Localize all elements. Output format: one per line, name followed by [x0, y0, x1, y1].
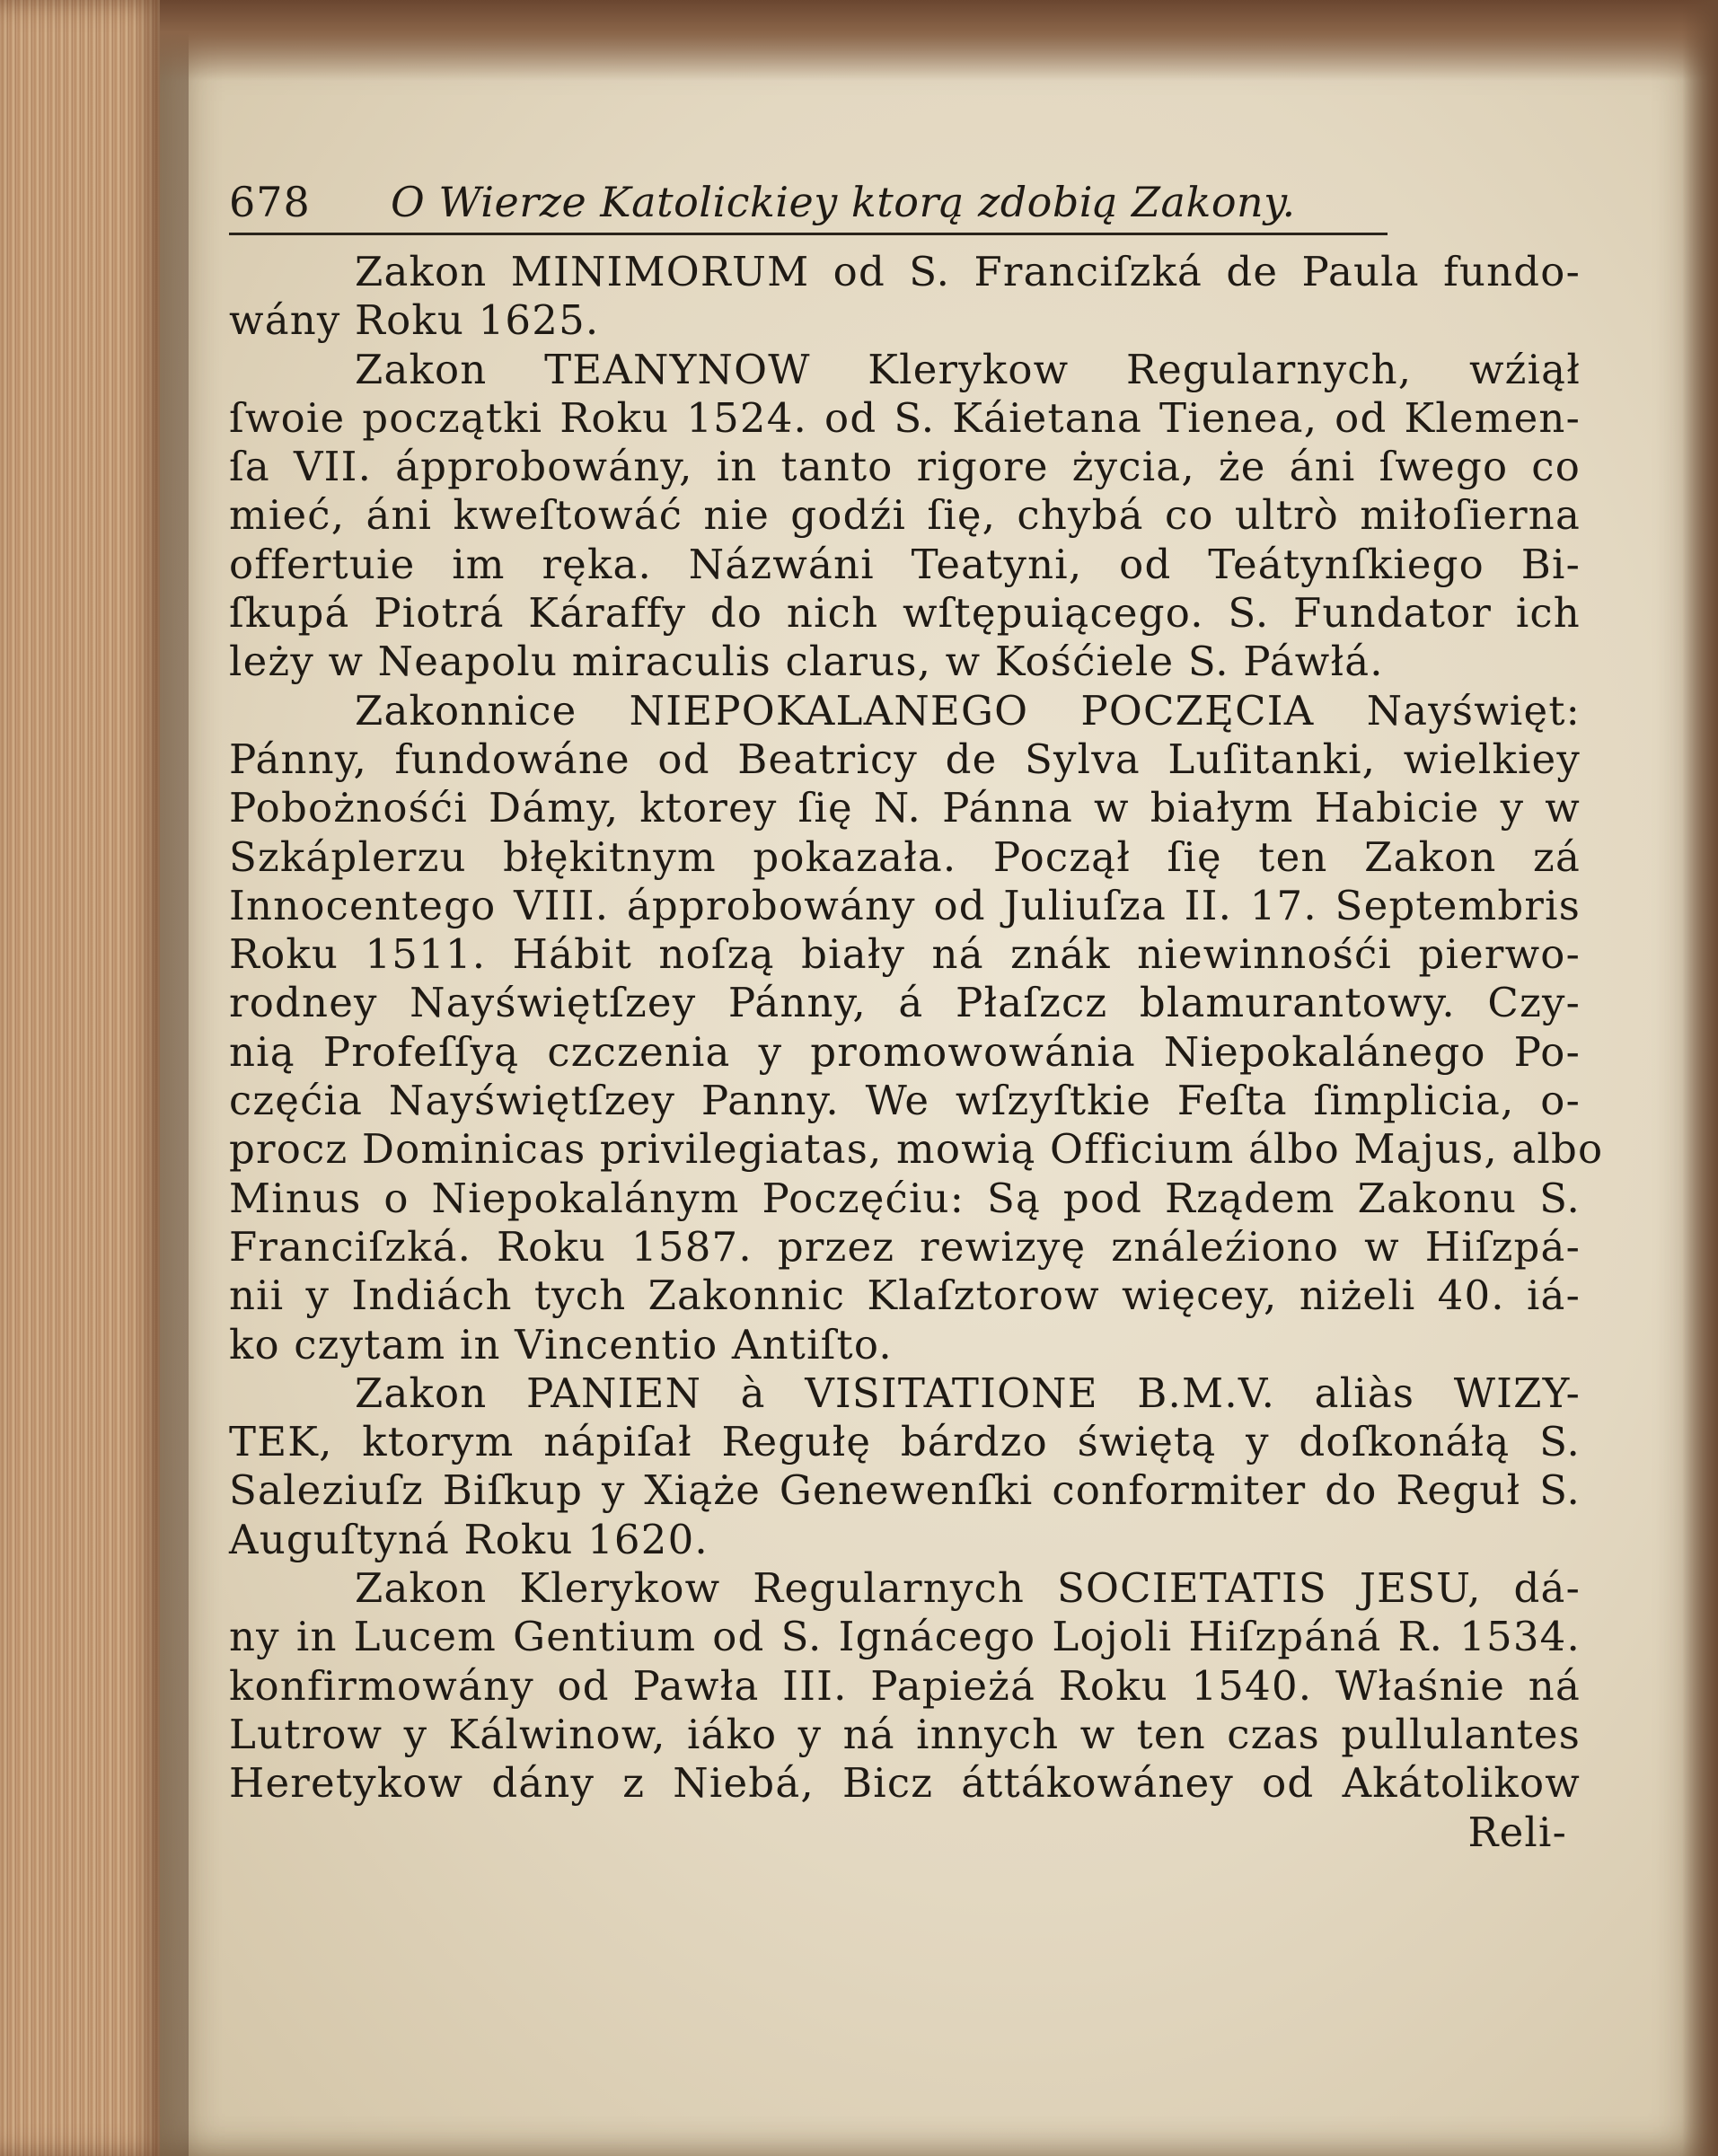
text-line: ſkupá Piotrá Káraffy do nich wſtępuiącego. S. Fundator ich	[229, 589, 1581, 638]
spine-shadow	[135, 0, 189, 2156]
text-line: mieć, áni kweſtowáć nie godźi ſię, chybá co ultrò miłoſierna	[229, 491, 1581, 540]
text-line: procz Dominicas privilegiatas, mowią Officium álbo Majus, albo	[229, 1125, 1604, 1174]
text-line: Minus o Niepokalánym Poczęćiu: Są pod Rządem Zakonu S.	[229, 1174, 1581, 1222]
text-block	[229, 175, 1604, 1857]
text-line: offertuie im ręka. Názwáni Teatyni, od Teátynſkiego Bi-	[229, 540, 1581, 588]
page-number: 678	[229, 178, 311, 226]
text-line: Zakon PANIEN à VISITATIONE B.M.V. aliàs WIZY-	[355, 1368, 1581, 1417]
text-line: Pobożnośći Dámy, ktorey ſię N. Pánna w białym Habicie y w	[229, 784, 1581, 832]
text-line: częćia Nayświętſzey Panny. We wſzyſtkie Feſta ſimplicia, o-	[229, 1077, 1581, 1125]
text-line: ſa VII. ápprobowány, in tanto rigore życia, że áni ſwego co	[229, 443, 1581, 491]
text-line: Szkáplerzu błękitnym pokazała. Począł ſię ten Zakon zá	[229, 832, 1581, 881]
text-line: Pánny, fundowáne od Beatricy de Sylva Luſitanki, wielkiey	[229, 735, 1581, 783]
right-edge-shadow	[1682, 0, 1718, 2156]
text-line: Roku 1511. Hábit noſzą biały ná znák niewinnośći pierwo-	[229, 930, 1581, 979]
text-line: Lutrow y Kálwinow, iáko y ná innych w ten czas pullulantes	[229, 1710, 1581, 1758]
text-line: Zakon Klerykow Regularnych SOCIETATIS JESU, dá-	[355, 1564, 1581, 1613]
text-line: Heretykow dány z Niebá, Bicz áttákowáney od Akátolikow	[229, 1759, 1581, 1808]
text-line: nią Profeſſyą czczenia y promowowánia Niepokalánego Po-	[229, 1027, 1581, 1076]
top-edge-shadow	[160, 0, 1718, 81]
catchword: Reli-	[1467, 1808, 1567, 1856]
text-line: konfirmowány od Pawła III. Papieżá Roku 1540. Właśnie ná	[229, 1661, 1581, 1710]
text-line: TEK, ktorym nápiſał Regułę bárdzo świętą y doſkonáłą S.	[229, 1418, 1581, 1466]
text-line: Saleziuſz Biſkup y Xiąże Genewenſki conformiter do Reguł S.	[229, 1466, 1581, 1515]
text-line: Zakon TEANYNOW Klerykow Regularnych, wźiął	[355, 345, 1581, 393]
text-line: leży w Neapolu miraculis clarus, w Kośćiele S. Páwłá.	[229, 638, 1384, 686]
page-header	[229, 175, 1388, 235]
text-line: Zakonnice NIEPOKALANEGO POCZĘCIA Nayświęt:	[355, 686, 1581, 735]
text-line: Innocentego VIII. ápprobowány od Juliuſza II. 17. Septembris	[229, 881, 1581, 929]
text-line: nii y Indiách tych Zakonnic Klaſztorow więcey, niżeli 40. iá-	[229, 1272, 1581, 1320]
text-line: ſwoie początki Roku 1524. od S. Káietana Tienea, od Klemen-	[229, 393, 1581, 442]
text-line: wány Roku 1625.	[229, 296, 600, 345]
text-line: Franciſzká. Roku 1587. przez rewizyę ználeźiono w Hiſzpá-	[229, 1222, 1581, 1271]
text-line: ko czytam in Vincentio Antiſto.	[229, 1320, 893, 1368]
text-line: Auguſtyná Roku 1620.	[229, 1515, 709, 1563]
running-head: O Wierze Katolickiey ktorą zdobią Zakony.	[391, 178, 1296, 226]
text-line: rodney Nayświętſzey Pánny, á Płaſzcz blamurantowy. Czy-	[229, 979, 1581, 1027]
text-line: Zakon MINIMORUM od S. Franciſzká de Paula fundo-	[355, 248, 1581, 295]
text-line: ny in Lucem Gentium od S. Ignácego Lojoli Hiſzpáná R. 1534.	[229, 1613, 1581, 1661]
